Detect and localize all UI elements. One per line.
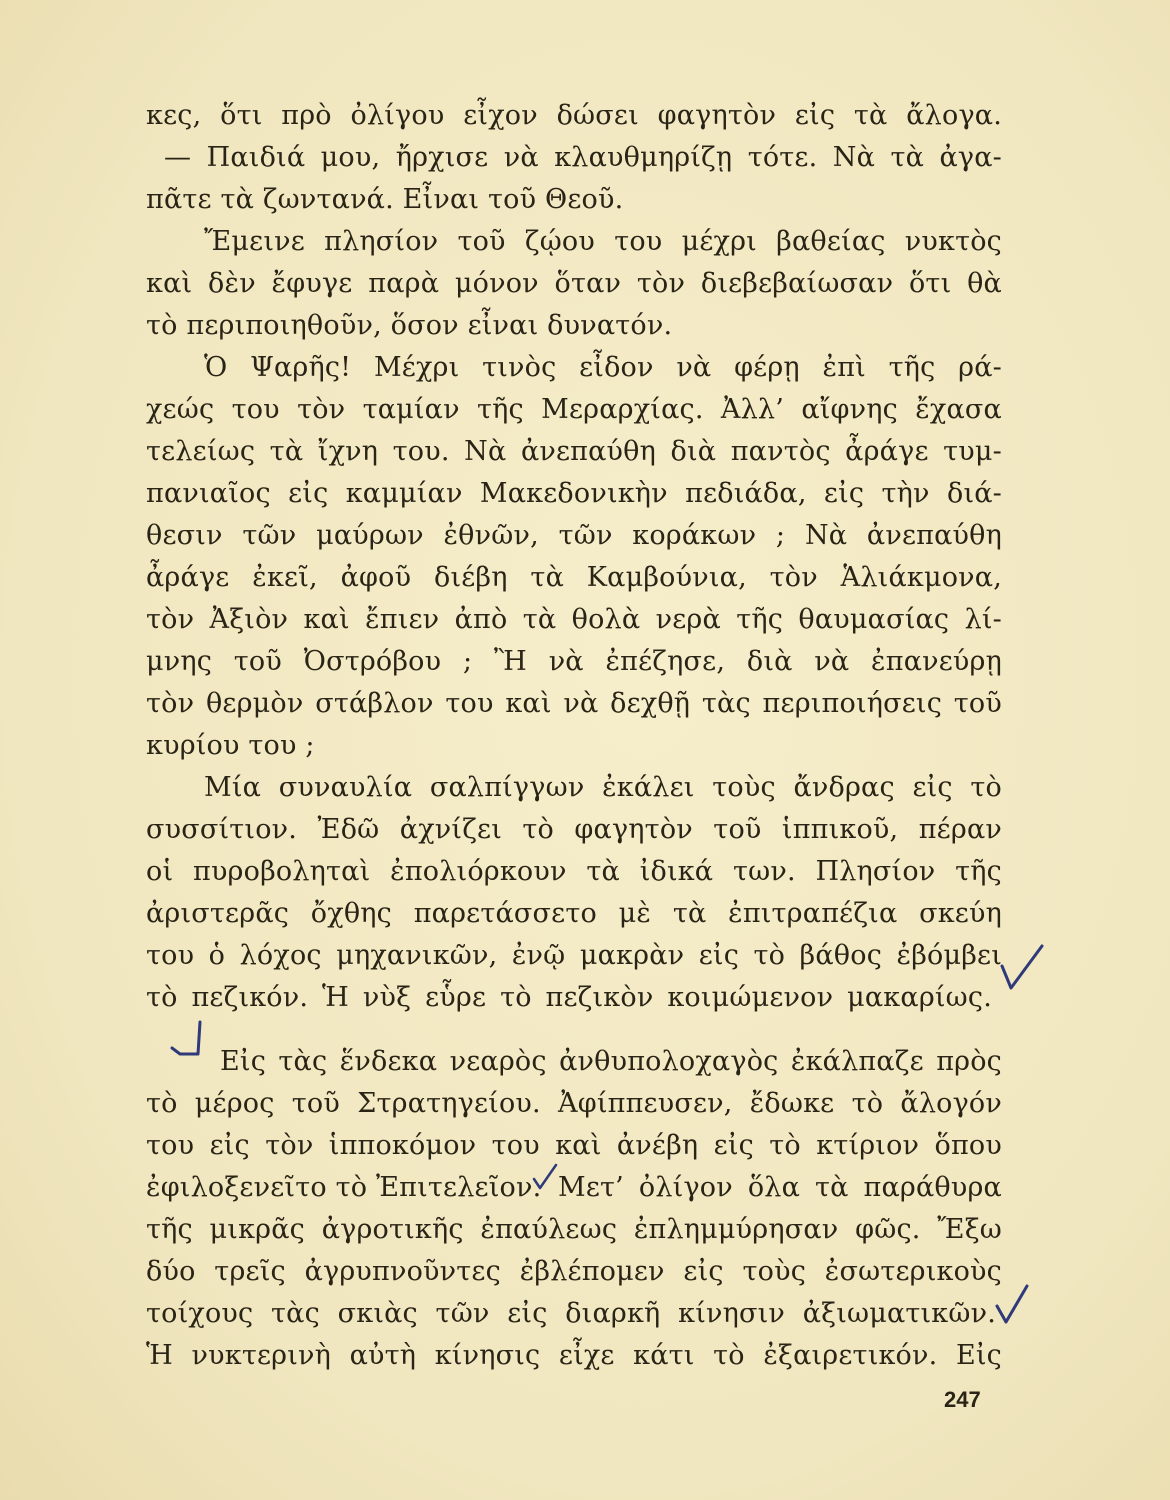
text-line: — Παιδιά μου, ἤρχισε νὰ κλαυθμηρίζῃ τότε. Νὰ τὰ ἀγα- (164, 142, 1002, 173)
text-line: θεσιν τῶν μαύρων ἐθνῶν, τῶν κοράκων ; Νὰ ἀνεπαύθη (146, 520, 1002, 551)
text-line: τὸν θερμὸν στάβλον του καὶ νὰ δεχθῇ τὰς περιποιήσεις τοῦ (146, 688, 1002, 719)
text-line: τὸν Ἀξιὸν καὶ ἔπιεν ἀπὸ τὰ θολὰ νερὰ τῆς θαυμασίας λί- (146, 604, 1002, 635)
text-line: πανιαῖος εἰς καμμίαν Μακεδονικὴν πεδιάδα, εἰς τὴν διά- (146, 478, 1002, 509)
text-line: του εἰς τὸν ἱπποκόμον του καὶ ἀνέβη εἰς τὸ κτίριον ὅπου (146, 1130, 1002, 1161)
text-line: τὸ περιποιηθοῦν, ὅσον εἶναι δυνατόν. (146, 310, 673, 341)
text-line: χεώς του τὸν ταμίαν τῆς Μεραρχίας. Ἀλλ’ αἴφνης ἔχασα (146, 394, 1002, 425)
checkmark-icon (168, 1018, 208, 1060)
text-line: τὸ πεζικόν. Ἡ νὺξ εὗρε τὸ πεζικὸν κοιμώμενον μακαρίως. (146, 982, 992, 1013)
text-line: οἱ πυροβοληταὶ ἐπολιόρκουν τὰ ἰδικά των. Πλησίον τῆς (146, 856, 1002, 887)
text-line: Ἡ νυκτερινὴ αὐτὴ κίνησις εἶχε κάτι τὸ ἐξαιρετικόν. Εἰς (146, 1340, 1002, 1371)
text-line: συσσίτιον. Ἐδῶ ἀχνίζει τὸ φαγητὸν τοῦ ἱππικοῦ, πέραν (146, 814, 1002, 845)
text-line: Εἰς τὰς ἕνδεκα νεαρὸς ἀνθυπολοχαγὸς ἐκάλπαζε πρὸς (220, 1046, 1002, 1077)
text-line: πᾶτε τὰ ζωντανά. Εἶναι τοῦ Θεοῦ. (146, 184, 624, 215)
text-line: Ἔμεινε πλησίον τοῦ ζῴου του μέχρι βαθείας νυκτὸς (204, 226, 1002, 257)
text-line: του ὁ λόχος μηχανικῶν, ἐνῷ μακρὰν εἰς τὸ βάθος ἐβόμβει (146, 940, 1002, 971)
text-line: καὶ δὲν ἔφυγε παρὰ μόνον ὅταν τὸν διεβεβαίωσαν ὅτι θὰ (146, 268, 1002, 299)
text-line: Μετ’ ὀλίγον ὅλα τὰ παράθυρα (558, 1172, 1002, 1203)
text-line: ἀριστερᾶς ὄχθης παρετάσσετο μὲ τὰ ἐπιτραπέζια σκεύη (146, 898, 1002, 929)
text-line: τὸ μέρος τοῦ Στρατηγείου. Ἀφίππευσεν, ἔδωκε τὸ ἄλογόν (146, 1088, 1002, 1119)
text-line: τελείως τὰ ἴχνη του. Νὰ ἀνεπαύθη διὰ παντὸς ἆράγε τυμ- (146, 436, 1002, 467)
text-line: κες, ὅτι πρὸ ὀλίγου εἶχον δώσει φαγητὸν εἰς τὰ ἄλογα. (146, 100, 1002, 131)
text-line: τῆς μικρᾶς ἀγροτικῆς ἐπαύλεως ἐπλημμύρησαν φῶς. Ἔξω (146, 1214, 1002, 1245)
checkmark-icon (994, 1284, 1030, 1326)
text-line: ἆράγε ἐκεῖ, ἀφοῦ διέβη τὰ Καμβούνια, τὸν Ἁλιάκμονα, (146, 562, 1002, 593)
page-number: 247 (944, 1387, 981, 1412)
text-line: δύο τρεῖς ἀγρυπνοῦντες ἐβλέπομεν εἰς τοὺς ἐσωτερικοὺς (146, 1256, 1002, 1287)
text-line: ἐφιλοξενεῖτο τὸ Ἐπιτελεῖον. (146, 1172, 542, 1203)
text-line: Μία συναυλία σαλπίγγων ἐκάλει τοὺς ἄνδρας εἰς τὸ (204, 772, 1002, 803)
text-line: τοίχους τὰς σκιὰς τῶν εἰς διαρκῆ κίνησιν ἀξιωματικῶν. (146, 1298, 996, 1329)
text-line: μνης τοῦ Ὀστρόβου ; Ἢ νὰ ἐπέζησε, διὰ νὰ ἐπανεύρῃ (146, 646, 1002, 677)
checkmark-icon (998, 944, 1048, 992)
checkmark-icon (532, 1163, 558, 1191)
text-line: Ὁ Ψαρῆς! Μέχρι τινὸς εἶδον νὰ φέρῃ ἐπὶ τῆς ρά- (204, 352, 1002, 383)
text-line: κυρίου του ; (146, 730, 315, 761)
